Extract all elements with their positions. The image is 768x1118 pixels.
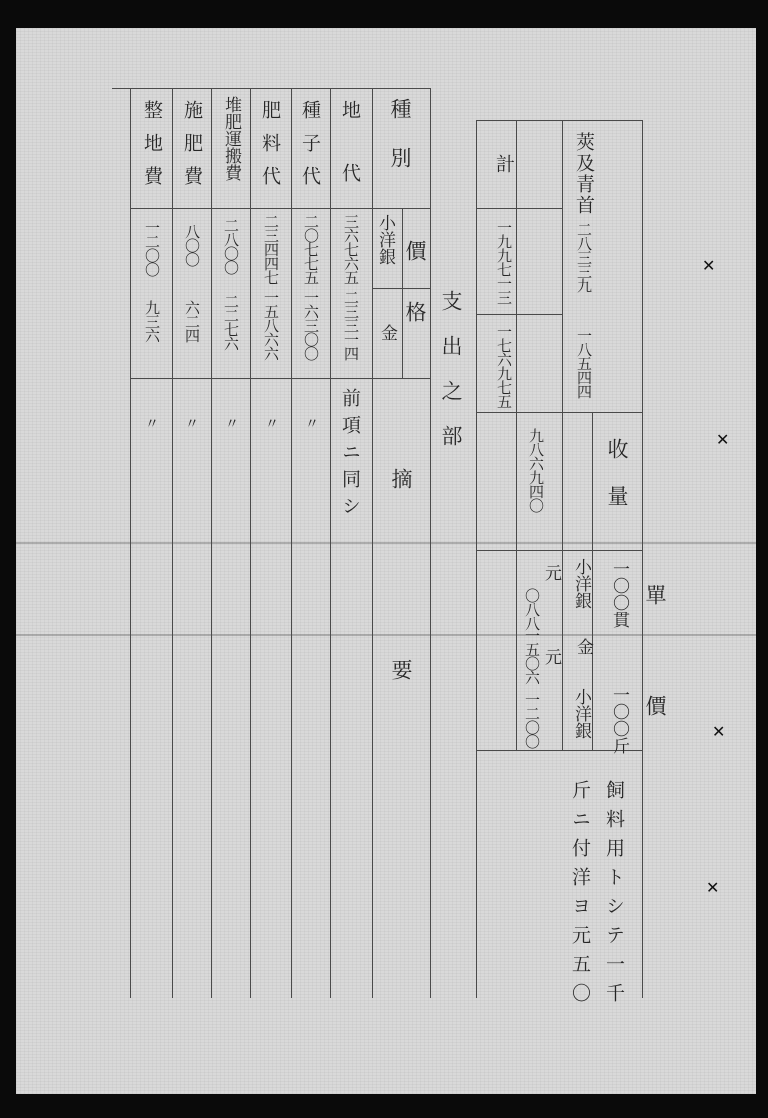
binding-tear-mark: ✕ — [716, 430, 730, 449]
row-note: 〃 — [263, 416, 279, 430]
row-silver: 二〇七七五 — [302, 214, 320, 284]
row-gold: 一五八六六 — [262, 290, 280, 360]
row-note: 前項ニ同シ — [339, 388, 361, 523]
unit-gold: 金 — [573, 638, 593, 655]
unit-100kin: 一〇〇斤 — [609, 686, 629, 754]
header-summary: 摘要 — [389, 468, 413, 850]
row-label: 堆肥運搬費 — [221, 96, 241, 181]
row-label: 施肥費 — [181, 100, 203, 199]
income-row-label: 計 — [493, 154, 515, 173]
row-gold: 一六三〇〇 — [302, 290, 320, 360]
row-silver: 二八〇〇 — [222, 218, 240, 274]
unit-100kan: 一〇〇貫 — [609, 560, 629, 628]
unit-value-b: 一五〇六 — [523, 628, 541, 684]
unit-value-a: 〇八八 — [523, 588, 541, 630]
binding-tear-mark: ✕ — [702, 256, 716, 275]
feed-note-line1: 飼料用トシテ一千 — [603, 780, 625, 1012]
unit-value-c: 一二〇〇 — [523, 692, 541, 748]
row-silver: 二三四四七 — [262, 214, 280, 284]
binding-tear-mark: ✕ — [712, 722, 726, 741]
header-kind: 種別 — [388, 98, 412, 196]
row-label: 地代 — [339, 100, 361, 226]
yen-mark: 元 — [541, 564, 561, 581]
income-total-silver: 一九九七一三 — [495, 220, 513, 304]
header-price: 價格 — [403, 240, 427, 362]
row-label: 種子代 — [299, 100, 321, 199]
row-note: 〃 — [303, 416, 319, 430]
row-note: 〃 — [223, 416, 239, 430]
expense-section-title: 支出之部 — [439, 290, 463, 470]
row-note: 〃 — [183, 416, 199, 430]
header-price-silver: 小洋銀 — [375, 214, 395, 265]
income-silver: 二八三三九 — [575, 222, 593, 292]
feed-note-line2: 斤ニ付洋ヨ元五〇 — [569, 780, 591, 1012]
row-gold: 二三三一四 — [342, 290, 360, 360]
row-label: 肥料代 — [259, 100, 281, 199]
income-row-label: 莢及青首 — [573, 132, 595, 216]
header-price-gold: 金 — [377, 324, 397, 341]
income-total-gold: 一七六九七五 — [495, 324, 513, 408]
row-silver: 一二〇〇 — [143, 220, 161, 276]
income-gold: 一八五四四 — [575, 328, 593, 398]
header-unit-price: 單價 — [643, 584, 667, 806]
row-gold: 九三六 — [143, 300, 161, 342]
unit-silver-2: 小洋銀 — [571, 688, 591, 739]
row-label: 整地費 — [141, 100, 163, 199]
row-silver: 三六七六五 — [342, 214, 360, 284]
document-page — [16, 28, 756, 1094]
row-note: 〃 — [143, 416, 159, 430]
row-gold: 六二四 — [183, 300, 201, 342]
header-yield: 收量 — [605, 438, 629, 532]
unit-silver: 小洋銀 — [571, 558, 591, 609]
yen-mark: 元 — [541, 648, 561, 665]
binding-tear-mark: ✕ — [706, 878, 720, 897]
yield-value: 九八六九四〇 — [527, 428, 545, 512]
row-silver: 八〇〇 — [183, 224, 201, 266]
row-gold: 二二七六 — [222, 294, 240, 350]
fold-line — [16, 542, 756, 544]
